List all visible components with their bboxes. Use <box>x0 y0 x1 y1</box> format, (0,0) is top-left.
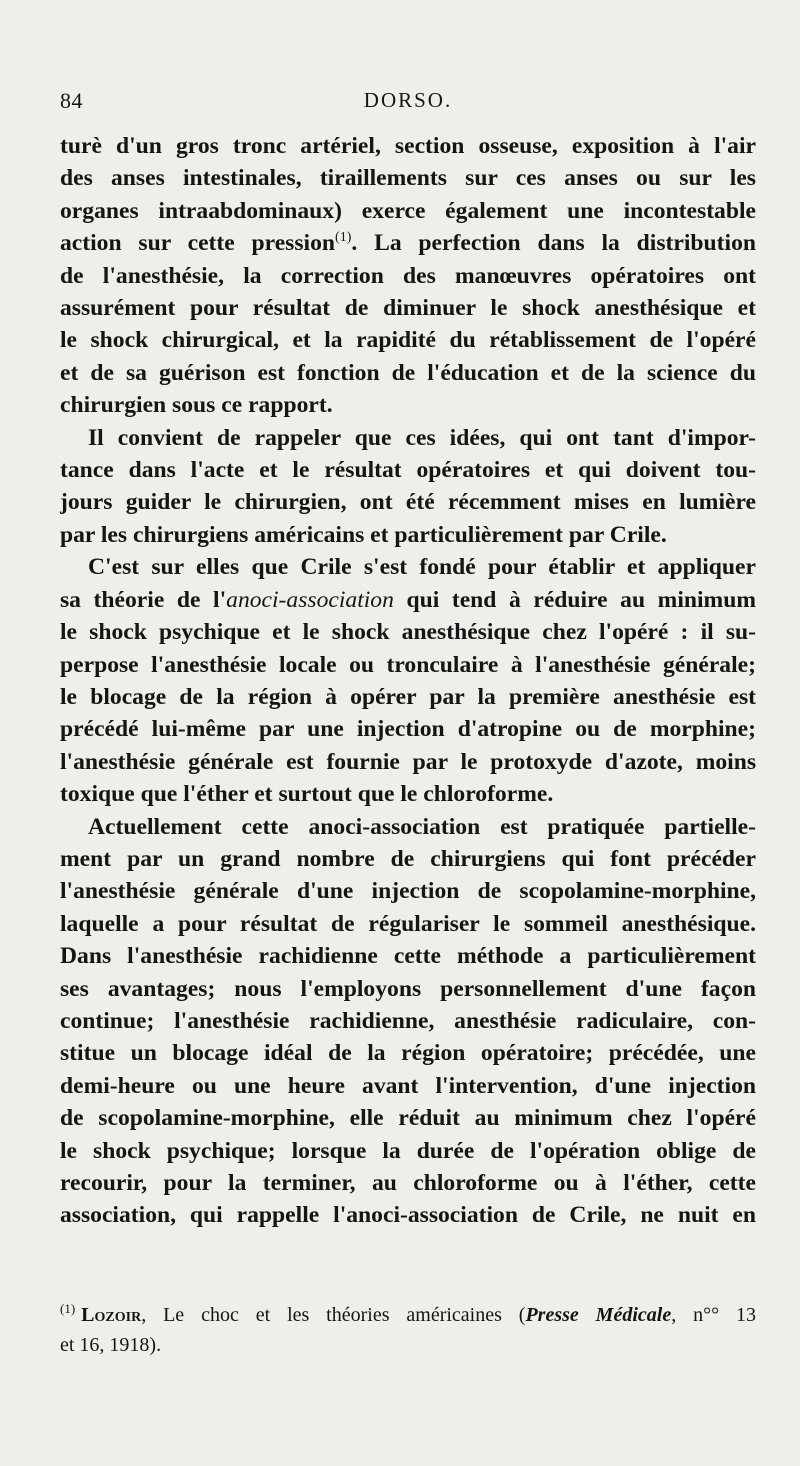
text-line: le shock psychique et le shock anesthésique chez l'opéré : il su- <box>60 619 756 646</box>
text-line: et de sa guérison est fonction de l'éducation et de la science du <box>60 359 756 386</box>
text-line: ment par un grand nombre de chirurgiens qui font précéder <box>60 845 756 872</box>
text-line <box>60 584 756 616</box>
text-line: Il convient de rappeler que ces idées, qui ont tant d'impor- <box>88 424 756 451</box>
text-line: le blocage de la région à opérer par la première anesthésie est <box>60 683 756 710</box>
text-line: le shock chirurgical, et la rapidité du rétablissement de l'opéré <box>60 327 756 354</box>
footnote-mark: (1) <box>60 1301 76 1317</box>
text-line: par les chirurgiens américains et particulièrement par Crile. <box>60 521 667 548</box>
text-line: turè d'un gros tronc artériel, section osseuse, exposition à l'air <box>60 133 756 159</box>
text-line <box>60 227 756 259</box>
text-line: organes intraabdominaux) exerce également une incontestable <box>60 197 756 224</box>
footnote-line <box>60 1300 756 1330</box>
text-line: Actuellement cette anoci-association est pratiquée partielle- <box>88 813 756 840</box>
footnote <box>60 1300 756 1360</box>
text-line: jours guider le chirurgien, ont été récemment mises en lumière <box>60 489 756 516</box>
text-line: recourir, pour la terminer, au chloroforme ou à l'éther, cette <box>60 1170 756 1196</box>
text-line: association, qui rappelle l'anoci-association de Crile, ne nuit en <box>60 1202 756 1229</box>
running-head: DORSO. <box>363 88 453 112</box>
text-line: toxique que l'éther et surtout que le chloroforme. <box>60 781 554 808</box>
footnote-text: , n°° 13 <box>671 1304 756 1326</box>
text-line: ses avantages; nous l'employons personnellement d'une façon <box>60 975 756 1002</box>
text-line: continue; l'anesthésie rachidienne, anesthésie radiculaire, con- <box>60 1007 756 1034</box>
text-line: de l'anesthésie, la correction des manœuvres opératoires ont <box>60 262 756 289</box>
text-fragment: . La perfection dans la distribution <box>351 230 756 257</box>
page-header <box>60 88 756 122</box>
footnote-text: , Le choc et les théories américaines ( <box>141 1304 526 1326</box>
text-line: tance dans l'acte et le résultat opératoires et qui doivent tou- <box>60 457 756 484</box>
footnote-line: et 16, 1918). <box>60 1334 162 1356</box>
text-line: stitue un blocage idéal de la région opératoire; précédée, une <box>60 1040 756 1067</box>
text-fragment: qui tend à réduire au minimum <box>393 586 756 613</box>
text-line: l'anesthésie générale d'une injection de scopolamine-morphine, <box>60 878 756 905</box>
footnote-journal: Presse Médicale <box>525 1304 672 1326</box>
text-line: demi-heure ou une heure avant l'intervention, d'une injection <box>60 1072 756 1099</box>
text-line: le shock psychique; lorsque la durée de l'opération oblige de <box>60 1137 756 1164</box>
text-line: l'anesthésie générale est fournie par le protoxyde d'azote, moins <box>60 748 756 775</box>
text-line: Dans l'anesthésie rachidienne cette méthode a particulièrement <box>60 943 756 970</box>
text-line: de scopolamine-morphine, elle réduit au minimum chez l'opéré <box>60 1105 756 1132</box>
text-line: précédé lui-même par une injection d'atropine ou de morphine; <box>60 716 756 743</box>
page-number: 84 <box>60 88 83 113</box>
italic-term: anoci-association <box>226 586 394 613</box>
footnote-reference: (1) <box>335 230 352 246</box>
footnote-author: Lozoir <box>81 1304 142 1326</box>
text-line: C'est sur elles que Crile s'est fondé pour établir et appliquer <box>88 554 756 581</box>
text-line: assurément pour résultat de diminuer le shock anesthésique et <box>60 295 756 322</box>
text-line: chirurgien sous ce rapport. <box>60 392 333 419</box>
text-line: des anses intestinales, tiraillements sur ces anses ou sur les <box>60 165 756 192</box>
text-line: perpose l'anesthésie locale ou tronculaire à l'anesthésie générale; <box>60 651 756 678</box>
text-fragment: action sur cette pression <box>60 230 336 257</box>
body-text <box>60 130 756 1232</box>
text-fragment: sa théorie de l' <box>60 586 227 613</box>
text-line: laquelle a pour résultat de régulariser le sommeil anesthésique. <box>60 910 756 937</box>
